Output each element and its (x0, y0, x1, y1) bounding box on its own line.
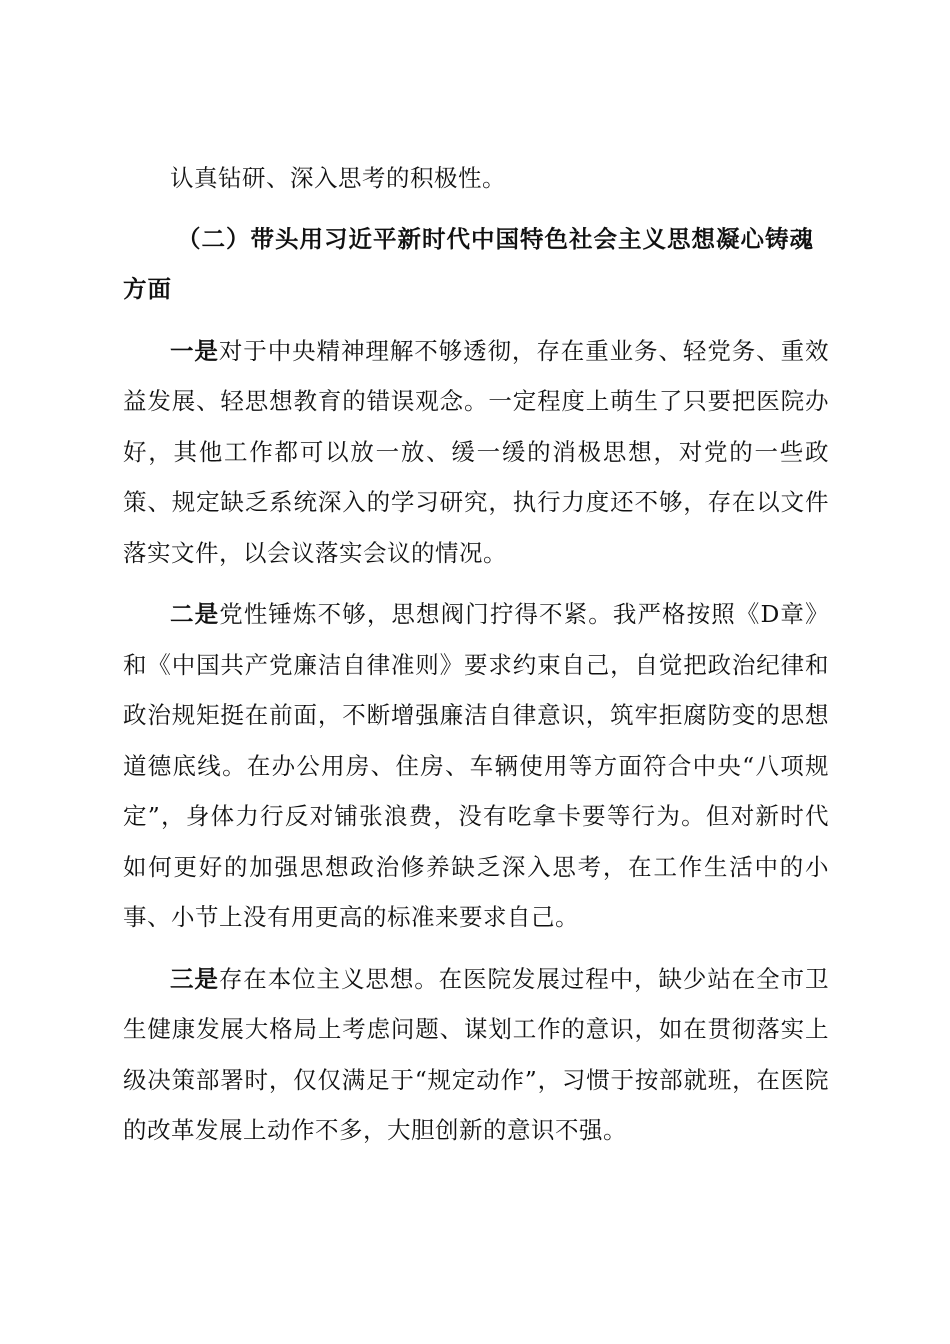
point-paragraph-1 (123, 326, 829, 579)
point-text-2: 党性锤炼不够，思想阀门拧得不紧。我严格按照《D章》和《中国共产党廉洁自律准则》要求约束自己，自觉把政治纪律和政治规矩挺在前面，不断增强廉洁自律意识，筑牢拒腐防变的思想道德底线。在办公用房、住房、车辆使用等方面符合中央“八项规定”，身体力行反对铺张浪费，没有吃拿卡要等行为。但对新时代如何更好的加强思想政治修养缺乏深入思考，在工作生活中的小事、小节上没有用更高的标准来要求自己。 (123, 600, 830, 931)
point-text-1: 对于中央精神理解不够透彻，存在重业务、轻党务、重效益发展、轻思想教育的错误观念。一定程度上萌生了只要把医院办好，其他工作都可以放一放、缓一缓的消极思想，对党的一些政策、规定缺乏系统深入的学习研究，执行力度还不够，存在以文件落实文件，以会议落实会议的情况。 (123, 336, 830, 567)
continuation-paragraph: 认真钻研、深入思考的积极性。 (170, 164, 506, 192)
section-heading: （二）带头用习近平新时代中国特色社会主义思想凝心铸魂方面 (123, 224, 814, 303)
point-paragraph-3 (123, 954, 829, 1156)
point-paragraph-2 (123, 589, 829, 943)
point-lead-3: 三是 (170, 964, 219, 993)
document-body (123, 153, 829, 1156)
point-text-3: 存在本位主义思想。在医院发展过程中，缺少站在全市卫生健康发展大格局上考虑问题、谋划工作的意识，如在贯彻落实上级决策部署时，仅仅满足于“规定动作”，习惯于按部就班，在医院的改革发展上动作不多，大胆创新的意识不强。 (123, 964, 830, 1144)
point-lead-2: 二是 (170, 600, 220, 628)
point-lead-1: 一是 (170, 336, 219, 365)
